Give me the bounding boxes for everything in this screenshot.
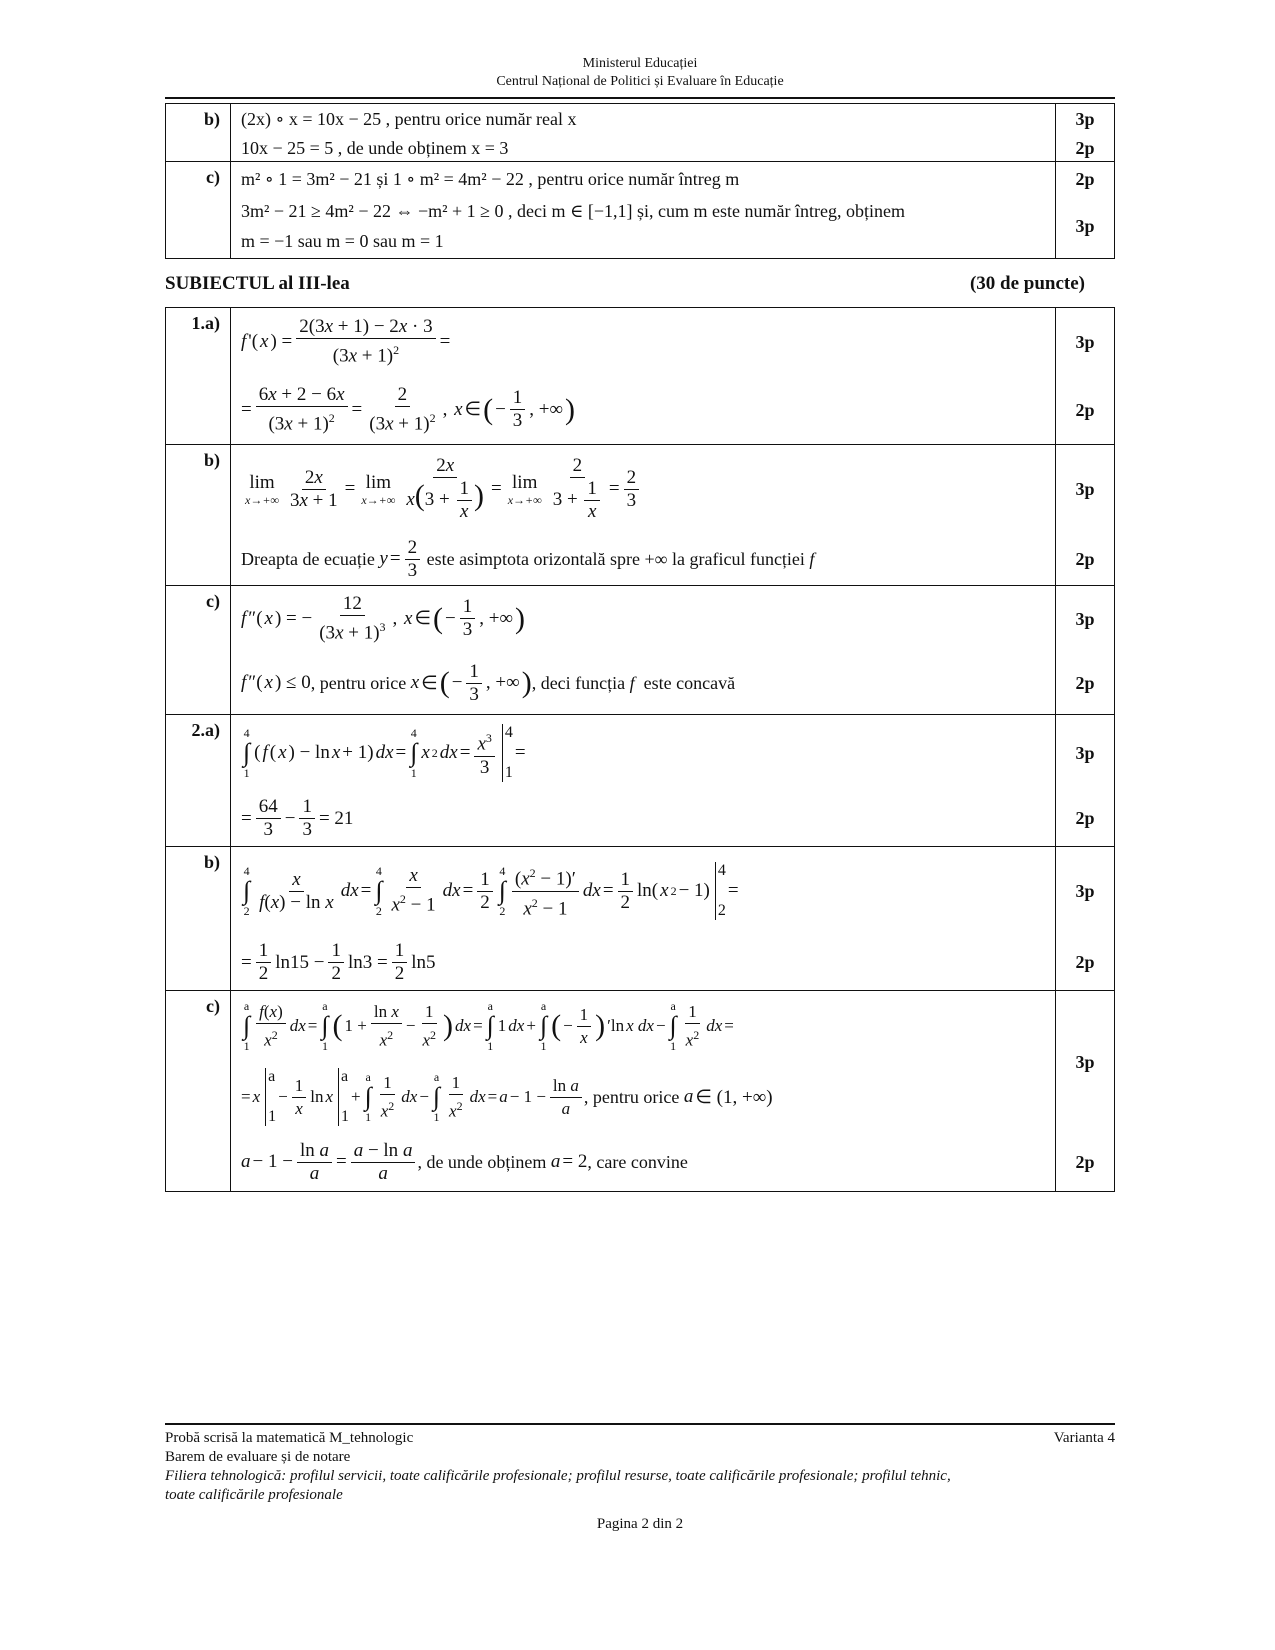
points: 2p — [1075, 548, 1095, 569]
formula: = $\frac{1}{2}$ ln15 − $\frac{1}{2}$ ln3 = $\frac{1}{2}$ ln5 — [241, 940, 436, 984]
formula: 4 ∫ 1 ( f ( x ) − ln x + 1) dx = 4 ∫ 1 x 2 dx = $\frac{x^3}{3}$ 4 1 = — [243, 724, 526, 781]
points: 2p — [1075, 672, 1095, 693]
row-points — [1056, 991, 1115, 1192]
row-1c — [166, 586, 1115, 715]
text: este asimptota orizontală spre +∞ la graficul funcției — [426, 548, 805, 569]
line: Dreapta de ecuație y = $\frac{2}{3}$ este asimptota orizontală spre +∞ la graficul funcției f — [241, 536, 815, 581]
line: 10x − 25 = 5 , de unde obținem x = 3 — [241, 137, 509, 158]
footer-exam: Probă scrisă la matematică M_tehnologic — [165, 1430, 414, 1446]
points: 2p — [1075, 952, 1095, 972]
line: 3m² − 21 ≥ 4m² − 22 ⇔ −m² + 1 ≥ 0 , deci m ∈ [−1,1] și, cum m este număr întreg, obținem — [241, 200, 905, 221]
row-2b — [166, 847, 1115, 991]
footer-filiera-cont: toate calificările profesionale — [165, 1487, 343, 1503]
points: 3p — [1075, 880, 1095, 901]
formula: a ∫ 1 $\frac{f(x)}{x^2}$ dx = a ∫ 1 ( 1 + $\frac{\text{ln x}}{x^2}$ − $\frac{1}{x^2}$ ) dx = a ∫ 1 1 dx + a ∫ 1 ( − $\frac{1}{x}$ ) ′ln x dx − a ∫ 1 $\frac{1}{x^2}$ dx = — [243, 999, 734, 1053]
points: 3p — [1075, 215, 1095, 236]
points: 2p — [1075, 1151, 1095, 1172]
text: , pentru orice — [310, 672, 407, 693]
row-2c — [166, 991, 1115, 1192]
line: a − 1 − $\frac{\text{ln a}}{a}$ = $\frac{\text{a − ln a}}{a}$ , de unde obținem a = 2 , care convine — [241, 1139, 688, 1184]
line: (2x) ∘ x = 10x − 25 , pentru orice număr real x — [241, 109, 577, 129]
row-points — [1056, 162, 1115, 259]
text: , deci funcția — [531, 672, 626, 693]
line: f ″( x ) ≤ 0 , pentru orice x ∈ ( − $\frac{1}{3}$ , +∞ ) , deci funcția f este concavă — [241, 660, 736, 705]
page-header — [165, 55, 1115, 91]
points: 3p — [1075, 331, 1095, 352]
row-label: b) — [166, 104, 231, 162]
header-center: Centrul Național de Politici și Evaluare în Educație — [496, 74, 784, 89]
row-points — [1056, 104, 1115, 162]
subject3-table — [165, 307, 1115, 1192]
row-label: c) — [166, 162, 231, 259]
section-points: (30 de puncte) — [969, 273, 1085, 294]
text: , care convine — [587, 1151, 688, 1172]
row-content — [231, 104, 1056, 162]
formula: = x a 1 − $\frac{1}{x}$ ln x a 1 + a ∫ 1 $\frac{1}{x^2}$ dx − a ∫ 1 $\frac{1}{x^2}$ dx = a − 1 − $\frac{\text{ln a}}{a}$ , pentru orice a ∈ (1, +∞) — [241, 1068, 773, 1125]
row-content — [231, 586, 1056, 715]
formula: 4 ∫ 2 $\frac{x}{\text{f(x) − ln x}}$ dx = 4 ∫ 2 $\frac{x}{x^2 - 1}$ dx = $\frac{1}{2}$ 4 ∫ 2 $\frac{(x^2 - 1)'}{x^2 - 1}$ dx = $\frac{1}{2}$ ln( x 2 − 1) 4 2 = — [243, 862, 739, 919]
page-number: Pagina 2 din 2 — [596, 1516, 684, 1532]
subject2-table — [165, 103, 1115, 259]
formula: f ″( x ) = − $\frac{12}{(3x + 1)^3}$ , x ∈ ( − $\frac{1}{3}$ , +∞ ) — [241, 593, 526, 644]
row-content — [231, 847, 1056, 991]
row-2a — [166, 715, 1115, 847]
row-label: c) — [166, 586, 231, 715]
points: 3p — [1075, 742, 1095, 763]
row-points — [1056, 445, 1115, 586]
row-2c — [166, 162, 1115, 259]
row-1b — [166, 445, 1115, 586]
row-label: b) — [166, 445, 231, 586]
row-content — [231, 308, 1056, 445]
header-divider — [165, 97, 1115, 99]
text: , pentru orice — [583, 1086, 680, 1107]
page-footer — [165, 1429, 1115, 1534]
row-content — [231, 445, 1056, 586]
row-content — [231, 991, 1056, 1192]
footer-filiera: Filiera tehnologică: profilul servicii, toate calificările profesionale; profilul resurse, toate calificările profesionale; profilul tehnic, — [165, 1468, 951, 1484]
formula: = $\frac{6x + 2 - 6x}{(3x + 1)^2}$ = $\frac{2}{(3x + 1)^2}$ , x ∈ ( − $\frac{1}{3}$ , +∞ ) — [241, 384, 576, 435]
function-name: f — [809, 548, 815, 569]
row-points — [1056, 308, 1115, 445]
row-points — [1056, 847, 1115, 991]
points: 3p — [1075, 1051, 1095, 1072]
row-content — [231, 162, 1056, 259]
points: 3p — [1075, 109, 1095, 129]
header-ministry: Ministerul Educației — [582, 56, 698, 71]
formula: f '( x ) = $\frac{2(3x + 1) - 2x \cdot 3}{(3x + 1)^2}$ = — [241, 316, 451, 367]
formula: lim x→+∞ $\frac{2x}{3x + 1}$ = lim x→+∞ 2x x(3 + $\frac{1}{x}$ ) = lim x→+∞ 2 3 + $\frac{1}{x}$ = $\frac{2}{3}$ — [241, 445, 1055, 533]
text: Dreapta de ecuație — [241, 548, 375, 569]
points: 2p — [1075, 137, 1095, 158]
line: m² ∘ 1 = 3m² − 21 și 1 ∘ m² = 4m² − 22 , pentru orice număr întreg m — [241, 168, 740, 189]
row-2b — [166, 104, 1115, 162]
text: este concavă — [643, 672, 736, 693]
row-1a — [166, 308, 1115, 445]
text: , de unde obținem — [417, 1151, 547, 1172]
row-content — [231, 715, 1056, 847]
row-label: b) — [166, 847, 231, 991]
formula: = $\frac{64}{3}$ − $\frac{1}{3}$ = 21 — [241, 796, 354, 840]
row-points — [1056, 715, 1115, 847]
row-label: c) — [166, 991, 231, 1192]
points: 2p — [1075, 808, 1095, 828]
row-label: 1.a) — [166, 308, 231, 445]
section-heading — [165, 273, 1085, 295]
row-label: 2.a) — [166, 715, 231, 847]
footer-barem: Barem de evaluare și de notare — [165, 1449, 351, 1465]
footer-variant: Varianta 4 — [1053, 1430, 1115, 1446]
row-points — [1056, 586, 1115, 715]
section-title: SUBIECTUL al III-lea — [165, 273, 350, 294]
points: 3p — [1075, 478, 1095, 499]
line: m = −1 sau m = 0 sau m = 1 — [241, 230, 444, 251]
points: 2p — [1075, 168, 1095, 189]
footer-divider — [165, 1423, 1115, 1425]
points: 3p — [1075, 608, 1095, 629]
points: 2p — [1075, 399, 1095, 420]
